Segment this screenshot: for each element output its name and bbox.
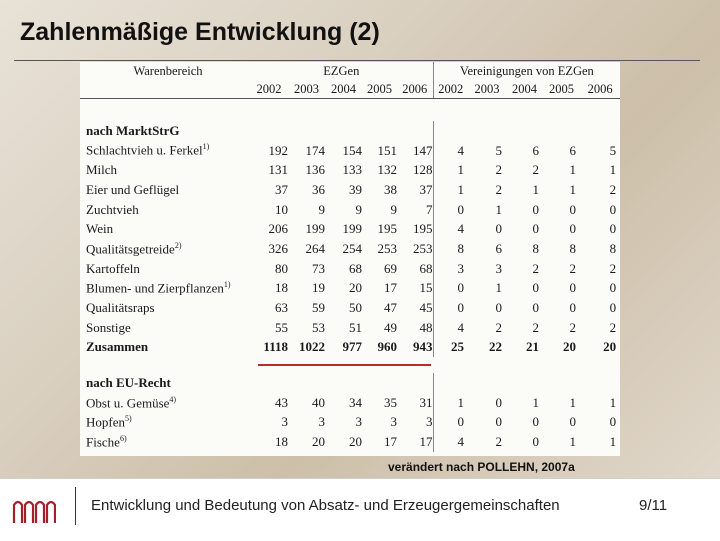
row-label: Blumen- und Zierpflanzen$^{1)}$ — [86, 280, 231, 296]
union-value: 4 — [433, 141, 468, 161]
ezg-value: 151 — [377, 142, 397, 158]
ezg-value: 45 — [419, 300, 433, 316]
ezg-value: 38 — [384, 181, 397, 197]
table-row — [80, 279, 620, 299]
ezg-value: 174 — [305, 142, 325, 158]
union-value: 2 — [532, 162, 540, 178]
source-note: verändert nach POLLEHN, 2007a — [388, 460, 575, 474]
ezg-value: 136 — [305, 162, 325, 178]
union-value: 20 — [563, 339, 577, 355]
union-value: 4 — [433, 432, 468, 452]
ezg-value: 147 — [413, 142, 433, 158]
ezg-value: 154 — [342, 142, 362, 158]
ezg-value: 199 — [305, 221, 325, 237]
ezg-value: 3 — [355, 414, 362, 430]
union-value: 2 — [495, 434, 503, 450]
union-value: 0 — [433, 200, 468, 220]
union-value: 5 — [495, 142, 503, 158]
table-row — [80, 141, 620, 161]
year-header-cell: 2004 — [506, 80, 543, 99]
table-row — [80, 219, 620, 239]
union-value: 0 — [609, 414, 617, 430]
footer-text: Entwicklung und Bedeutung von Absatz- und Erzeugergemeinschaften — [91, 497, 560, 514]
footnote-marker: 5) — [125, 414, 132, 424]
union-value: 2 — [569, 260, 577, 276]
ezg-value: 195 — [377, 221, 397, 237]
union-value: 0 — [532, 201, 540, 217]
ezg-value: 18 — [275, 434, 288, 450]
footer — [0, 478, 720, 541]
ezg-value: 69 — [384, 260, 397, 276]
ezg-value: 73 — [312, 260, 325, 276]
union-value: 4 — [433, 318, 468, 338]
ezg-value: 10 — [275, 201, 288, 217]
year-header-cell: 2002 — [433, 80, 468, 99]
union-value: 2 — [495, 319, 503, 335]
union-value: 6 — [495, 240, 503, 256]
ezg-value: 7 — [426, 201, 433, 217]
section-label: nach MarktStrG — [86, 122, 180, 138]
col-label-header: Warenbereich — [133, 63, 203, 78]
group1-header: EZGen — [323, 63, 360, 78]
ezg-value: 133 — [342, 162, 362, 178]
year-header-cell: 2003 — [288, 80, 325, 99]
row-label: Hopfen$^{5)}$ — [86, 414, 132, 430]
footnote-marker: 1) — [223, 280, 231, 290]
ezg-value: 18 — [275, 280, 288, 296]
union-value: 2 — [532, 260, 540, 276]
ezg-value: 68 — [419, 260, 433, 276]
ezg-value: 3 — [426, 414, 433, 430]
union-value: 1 — [433, 393, 468, 413]
union-value: 2 — [532, 319, 540, 335]
ezg-value: 40 — [312, 394, 325, 410]
ezg-value: 20 — [312, 434, 325, 450]
ezg-value: 68 — [349, 260, 362, 276]
union-value: 2 — [495, 181, 503, 197]
union-value: 2 — [609, 181, 617, 197]
year-header-cell: 2002 — [250, 80, 288, 99]
row-label: Schlachtvieh u. Ferkel$^{1)}$ — [86, 142, 210, 158]
table-row — [80, 239, 620, 259]
ezg-value: 50 — [349, 300, 362, 316]
ezg-value: 55 — [275, 319, 288, 335]
group2-header: Vereinigungen von EZGen — [433, 62, 620, 80]
union-value: 0 — [569, 300, 577, 316]
ezg-value: 206 — [268, 221, 288, 237]
union-value: 3 — [495, 260, 503, 276]
union-value: 2 — [609, 260, 617, 276]
scanned-table — [80, 62, 620, 456]
ezg-value: 17 — [384, 434, 397, 450]
ezg-value: 128 — [413, 162, 433, 178]
ezg-value: 20 — [349, 434, 362, 450]
year-header-cell: 2005 — [543, 80, 580, 99]
ezg-value: 326 — [268, 240, 288, 256]
row-label: Fische$^{6)}$ — [86, 433, 127, 450]
ezg-value: 253 — [377, 240, 397, 256]
row-label: Qualitätsgetreide$^{2)}$ — [86, 240, 182, 257]
ezg-value: 3 — [318, 414, 325, 430]
union-value: 1 — [609, 434, 617, 450]
union-value: 1 — [495, 280, 503, 296]
ezg-value: 254 — [342, 240, 362, 256]
ezg-value: 264 — [305, 240, 325, 256]
table-row — [80, 298, 620, 318]
ezg-value: 51 — [349, 319, 362, 335]
row-label: Zusammen — [86, 339, 149, 355]
union-value: 8 — [569, 240, 577, 256]
total-underline — [258, 364, 431, 366]
year-header-cell: 2004 — [325, 80, 362, 99]
ezg-value: 80 — [275, 260, 288, 276]
year-header-cell: 2006 — [397, 80, 433, 99]
ezg-value: 36 — [312, 181, 325, 197]
union-value: 8 — [609, 240, 617, 256]
section-row — [80, 373, 620, 393]
union-value: 1 — [569, 181, 577, 197]
table-row — [80, 318, 620, 338]
footer-separator — [75, 487, 76, 525]
year-header-row — [80, 80, 620, 99]
union-value: 0 — [569, 221, 577, 237]
union-value: 21 — [526, 339, 540, 355]
section-label: nach EU-Recht — [86, 375, 171, 391]
row-label: Eier und Geflügel — [86, 181, 180, 197]
ezg-value: 19 — [312, 280, 325, 296]
union-value: 0 — [609, 300, 617, 316]
union-value: 1 — [609, 162, 617, 178]
union-value: 2 — [609, 319, 617, 335]
year-header-cell: 2006 — [580, 80, 620, 99]
ezg-value: 943 — [413, 339, 433, 355]
row-label: Wein — [86, 221, 114, 237]
union-value: 0 — [569, 201, 577, 217]
ezg-value: 31 — [419, 394, 433, 410]
table-row — [80, 432, 620, 452]
slide-title: Zahlenmäßige Entwicklung (2) — [20, 18, 380, 46]
union-value: 0 — [495, 414, 503, 430]
union-value: 2 — [495, 162, 503, 178]
ezg-value: 132 — [377, 162, 397, 178]
union-value: 0 — [495, 394, 503, 410]
union-value: 0 — [532, 300, 540, 316]
union-value: 0 — [433, 279, 468, 299]
ezg-value: 3 — [390, 414, 397, 430]
year-header-cell: 2005 — [362, 80, 397, 99]
table-row — [80, 393, 620, 413]
union-value: 1 — [433, 160, 468, 180]
ezg-value: 195 — [413, 221, 433, 237]
year-header-cell: 2003 — [468, 80, 506, 99]
union-value: 0 — [433, 298, 468, 318]
union-value: 4 — [433, 219, 468, 239]
table-row — [80, 200, 620, 220]
union-value: 0 — [569, 280, 577, 296]
ezg-value: 192 — [268, 142, 288, 158]
union-value: 1 — [569, 394, 577, 410]
union-value: 1 — [569, 162, 577, 178]
ezg-value: 9 — [390, 201, 397, 217]
title-rule — [14, 60, 700, 61]
ezg-value: 131 — [268, 162, 288, 178]
ezg-value: 63 — [275, 300, 288, 316]
row-label: Qualitätsraps — [86, 300, 155, 316]
table-row — [80, 160, 620, 180]
union-value: 0 — [609, 201, 617, 217]
table-row — [80, 338, 620, 358]
union-value: 1 — [569, 434, 577, 450]
union-value: 22 — [489, 339, 503, 355]
table-row — [80, 413, 620, 433]
ezg-value: 977 — [342, 339, 362, 355]
ezg-value: 17 — [419, 434, 433, 450]
union-value: 0 — [569, 414, 577, 430]
union-value: 0 — [532, 280, 540, 296]
union-value: 0 — [532, 221, 540, 237]
ezg-value: 15 — [419, 280, 433, 296]
ezg-value: 37 — [419, 181, 433, 197]
ezg-value: 34 — [349, 394, 362, 410]
ezg-value: 59 — [312, 300, 325, 316]
spacer-row — [80, 99, 620, 122]
university-logo-icon — [12, 495, 56, 525]
union-value: 6 — [569, 142, 577, 158]
section-row — [80, 121, 620, 141]
union-value: 1 — [495, 201, 503, 217]
union-value: 25 — [433, 338, 468, 358]
union-value: 1 — [433, 180, 468, 200]
union-value: 0 — [532, 434, 540, 450]
footnote-marker: 1) — [202, 142, 210, 152]
ezg-value: 47 — [384, 300, 397, 316]
union-value: 2 — [569, 319, 577, 335]
union-value: 8 — [532, 240, 540, 256]
ezg-value: 9 — [318, 201, 325, 217]
ezg-value: 20 — [349, 280, 362, 296]
union-value: 1 — [532, 181, 540, 197]
ezg-value: 1022 — [299, 339, 325, 355]
union-value: 1 — [609, 394, 617, 410]
footnote-marker: 4) — [169, 394, 177, 404]
ezg-value: 35 — [384, 394, 397, 410]
ezg-value: 48 — [419, 319, 433, 335]
row-label: Obst u. Gemüse$^{4)}$ — [86, 394, 177, 410]
union-value: 0 — [609, 280, 617, 296]
table-body — [80, 99, 620, 453]
union-value: 6 — [532, 142, 540, 158]
union-value: 0 — [433, 413, 468, 433]
ezg-value: 9 — [355, 201, 362, 217]
ezg-value: 39 — [349, 181, 362, 197]
ezg-value: 1118 — [263, 339, 288, 355]
union-value: 0 — [495, 300, 503, 316]
union-value: 8 — [433, 239, 468, 259]
ezg-value: 199 — [342, 221, 362, 237]
union-value: 0 — [495, 221, 503, 237]
page-number: 9/11 — [639, 497, 668, 514]
footnote-marker: 6) — [119, 433, 127, 443]
row-label: Zuchtvieh — [86, 201, 139, 217]
ezg-value: 43 — [275, 394, 288, 410]
union-value: 5 — [609, 142, 617, 158]
union-value: 0 — [609, 221, 617, 237]
row-label: Sonstige — [86, 319, 131, 335]
ezg-value: 960 — [377, 339, 397, 355]
union-value: 1 — [532, 394, 540, 410]
row-label: Milch — [86, 162, 118, 178]
data-table — [80, 62, 620, 452]
ezg-value: 3 — [281, 414, 288, 430]
union-value: 3 — [433, 259, 468, 279]
ezg-value: 53 — [312, 319, 325, 335]
ezg-value: 17 — [384, 280, 397, 296]
ezg-value: 49 — [384, 319, 397, 335]
row-label: Kartoffeln — [86, 260, 140, 276]
table-row — [80, 180, 620, 200]
table-row — [80, 259, 620, 279]
ezg-value: 253 — [413, 240, 433, 256]
ezg-value: 37 — [275, 181, 288, 197]
footnote-marker: 2) — [174, 240, 182, 250]
union-value: 0 — [532, 414, 540, 430]
union-value: 20 — [603, 339, 617, 355]
